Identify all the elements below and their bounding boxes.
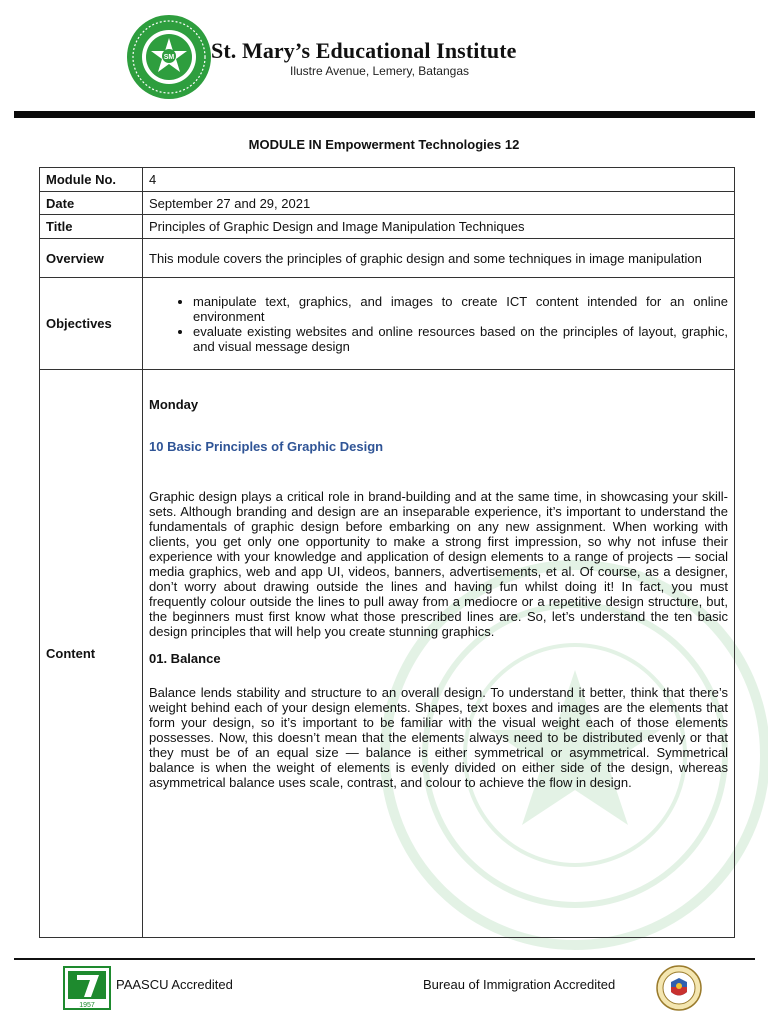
module-heading: MODULE IN Empowerment Technologies 12 bbox=[248, 137, 520, 152]
section-title-balance: 01. Balance bbox=[149, 651, 221, 666]
module-no-value: 4 bbox=[143, 168, 735, 192]
overview-value: This module covers the principles of graphic design and some techniques in image manipulation bbox=[143, 239, 735, 278]
footer-divider bbox=[14, 958, 755, 960]
content-day: Monday bbox=[149, 397, 199, 412]
bureau-accredited-text: Bureau of Immigration Accredited bbox=[423, 977, 616, 992]
svg-text:SM: SM bbox=[163, 54, 175, 61]
school-seal-logo bbox=[126, 14, 212, 100]
title-label: Title bbox=[40, 215, 143, 239]
table-row bbox=[40, 239, 735, 278]
table-row bbox=[40, 278, 735, 370]
overview-label: Overview bbox=[40, 239, 143, 278]
date-label: Date bbox=[40, 192, 143, 215]
objectives-label: Objectives bbox=[40, 278, 143, 370]
bureau-of-immigration-seal-icon bbox=[654, 965, 704, 1011]
module-info-table bbox=[39, 167, 735, 938]
content-label: Content bbox=[40, 370, 143, 938]
table-row bbox=[40, 192, 735, 215]
title-value: Principles of Graphic Design and Image Manipulation Techniques bbox=[143, 215, 735, 239]
objectives-list bbox=[149, 294, 728, 354]
objectives-value bbox=[143, 278, 735, 370]
section-text-balance: Balance lends stability and structure to an overall design. To understand it better, think that there’s weight behind each of your design elements. Shapes, text boxes and images are the elements that form your design, so it’s important to be familiar with the visual weight each of those elements possesses. Now, this doesn’t mean that the elements always need to be distributed evenly or that they must be of an equal size — balance is either symmetrical or asymmetrical. Symmetrical balance is when the weight of elements is evenly divided on either side of the design, whereas asymmetrical balance uses scale, contrast, and colour to achieve the flow in design. bbox=[149, 685, 728, 790]
school-name: St. Mary’s Educational Institute bbox=[211, 38, 517, 63]
school-address: Ilustre Avenue, Lemery, Batangas bbox=[290, 64, 469, 78]
table-row bbox=[40, 168, 735, 192]
content-heading: 10 Basic Principles of Graphic Design bbox=[149, 439, 384, 454]
svg-text:1957: 1957 bbox=[79, 1002, 95, 1009]
table-row bbox=[40, 215, 735, 239]
content-intro-paragraph: Graphic design plays a critical role in brand-building and at the same time, in showcasing your skill-sets. Although branding and design are an inseparable experience, it’s important to understand the fundamentals of graphic design before embarking on any new assignment. When working with clients, you get only one opportunity to make a strong first impression, so why not infuse their experience with your knowledge and application of design elements to a range of projects — social media graphics, web and app UI, videos, banners, advertisements, et al. Of course, as a designer, don’t worry about drawing outside the lines and having fun whilst doing it! In fact, you must frequently colour outside the lines to pull away from a mediocre or a repetitive design structure, but, the beginners must first know what those prescribed lines are. So, let’s understand the ten basic design principles that will help you create stunning graphics. bbox=[149, 489, 728, 639]
module-no-label: Module No. bbox=[40, 168, 143, 192]
content-value bbox=[143, 370, 735, 938]
paascu-accredited-text: PAASCU Accredited bbox=[116, 977, 233, 992]
list-item: • evaluate existing websites and online resources based on the principles of layout, graphic, and visual message design bbox=[193, 324, 728, 354]
table-row bbox=[40, 370, 735, 938]
list-item: • manipulate text, graphics, and images to create ICT content intended for an online environment bbox=[193, 294, 728, 324]
header-divider bbox=[14, 111, 755, 118]
paascu-logo-icon bbox=[63, 966, 111, 1010]
date-value: September 27 and 29, 2021 bbox=[143, 192, 735, 215]
